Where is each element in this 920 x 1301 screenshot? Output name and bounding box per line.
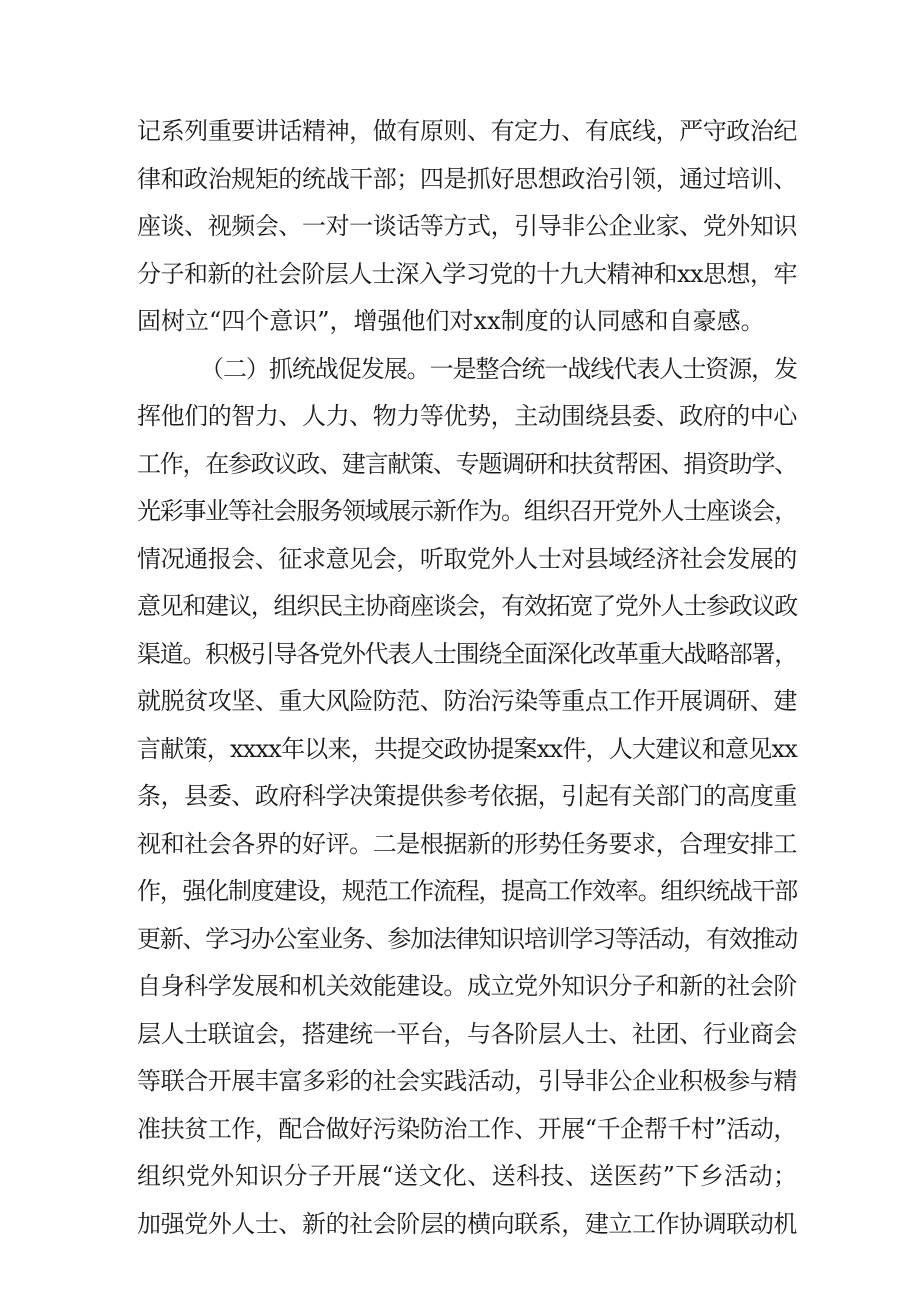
text-line: 条，县委、政府科学决策提供参考依据，引起有关部门的高度重 (137, 782, 797, 810)
text-line: 分子和新的社会阶层人士深入学习党的十九大精神和xx思想，牢 (137, 259, 797, 288)
text-line: 组织党外知识分子开展“送文化、送科技、送医药”下乡活动； (137, 1162, 797, 1190)
text-line: 就脱贫攻坚、重大风险防范、防治污染等重点工作开展调研、建 (137, 687, 797, 715)
text-line: 言献策，xxxx年以来，共提交政协提案xx件，人大建议和意见xx (137, 734, 797, 763)
text-line: 更新、学习办公室业务、参加法律知识培训学习等活动，有效推动 (137, 924, 797, 953)
text-line: 工作，在参政议政、建言献策、专题调研和扶贫帮困、捐资助学、 (137, 449, 797, 478)
text-line: 视和社会各界的好评。二是根据新的形势任务要求，合理安排工 (137, 829, 797, 858)
text-line: 加强党外人士、新的社会阶层的横向联系，建立工作协调联动机 (137, 1209, 797, 1238)
text-line: 意见和建议，组织民主协商座谈会，有效拓宽了党外人士参政议政 (137, 592, 797, 620)
text-line: 挥他们的智力、人力、物力等优势，主动围绕县委、政府的中心 (137, 402, 797, 430)
text-line: 层人士联谊会，搭建统一平台，与各阶层人士、社团、行业商会 (137, 1019, 797, 1048)
text-line: 作，强化制度建设，规范工作流程，提高工作效率。组织统战干部 (137, 877, 797, 905)
section-heading-line: （二）抓统战促发展。一是整合统一战线代表人士资源，发 (200, 354, 797, 383)
text-line: 渠道。积极引导各党外代表人士围绕全面深化改革重大战略部署， (137, 639, 797, 668)
text-line: 准扶贫工作，配合做好污染防治工作、开展“千企帮千村”活动， (137, 1114, 797, 1143)
text-line: 自身科学发展和机关效能建设。成立党外知识分子和新的社会阶 (137, 972, 797, 1000)
text-line: 记系列重要讲话精神，做有原则、有定力、有底线，严守政治纪 (137, 117, 797, 145)
text-line: 情况通报会、征求意见会，听取党外人士对县域经济社会发展的 (137, 544, 797, 573)
text-line: 光彩事业等社会服务领域展示新作为。组织召开党外人士座谈会， (137, 497, 797, 525)
text-line: 座谈、视频会、一对一谈话等方式，引导非公企业家、党外知识 (137, 212, 797, 240)
text-line: 等联合开展丰富多彩的社会实践活动，引导非公企业积极参与精 (137, 1067, 797, 1095)
text-line: 固树立“四个意识”，增强他们对xx制度的认同感和自豪感。 (137, 307, 765, 335)
body-text (137, 108, 797, 1248)
text-line: 律和政治规矩的统战干部；四是抓好思想政治引领，通过培训、 (137, 164, 797, 193)
